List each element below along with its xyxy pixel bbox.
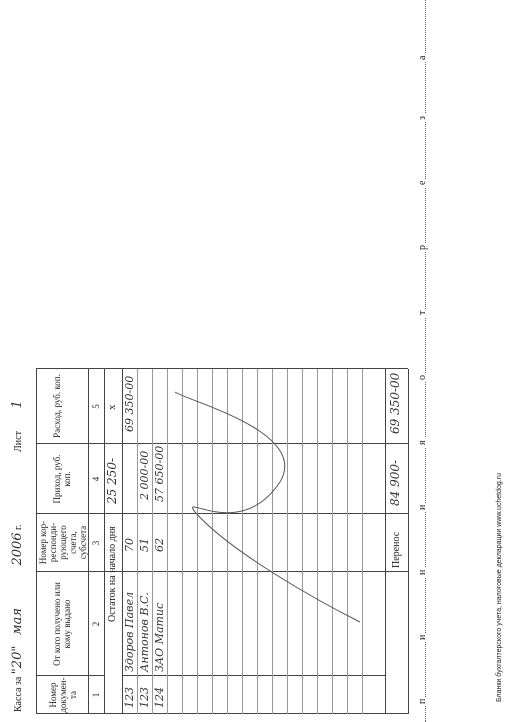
kassa-year-suffix: г. [13, 524, 24, 530]
list-no: 1 [10, 400, 25, 409]
list-line [10, 400, 25, 452]
row-acct: 51 [138, 538, 151, 552]
cut-letter: е [417, 180, 428, 185]
carry-income: 84 900- [388, 459, 402, 506]
cut-line [425, 0, 426, 722]
row-acct: 62 [153, 538, 166, 552]
row-doc: 124 [153, 687, 166, 708]
cut-letter: т [417, 310, 428, 315]
kassa-line [10, 524, 25, 712]
list-label: Лист [13, 431, 24, 452]
row-acct: 70 [123, 538, 136, 552]
cut-letter: о [417, 375, 428, 380]
carry-expense: 69 350-00 [388, 372, 402, 434]
empty-rows-squiggle [170, 382, 370, 662]
left-header-income: Приход, руб. коп. [52, 454, 72, 504]
cut-letter: и [417, 634, 428, 640]
left-header-expense: Расход, руб. коп. [52, 374, 62, 438]
cut-letter: р [417, 245, 428, 250]
left-colnum-2: 2 [91, 621, 101, 627]
left-colnum-4: 4 [91, 476, 101, 482]
row-doc: 123 [123, 687, 136, 708]
row-income: 57 650-00 [153, 445, 166, 502]
opening-expense: x [106, 404, 118, 410]
row-who: Антонов В.С. [138, 592, 151, 672]
cut-letter: и [417, 504, 428, 510]
opening-income: 25 250- [105, 457, 119, 504]
cut-letter: а [417, 55, 428, 60]
row-who: ЗАО Матис [153, 602, 166, 672]
cut-letter: п [417, 698, 428, 704]
row-doc: 123 [138, 687, 151, 708]
cut-letter: н [417, 569, 428, 575]
cut-letter: з [417, 116, 428, 120]
carry-label: Перенос [391, 531, 402, 568]
kassa-year: 2006 [10, 532, 25, 566]
left-header-doc: Номер докумен-та [48, 677, 78, 713]
row-expense: 69 350-00 [123, 375, 136, 432]
kassa-label: Касса за [13, 676, 24, 712]
row-income: 2 000-00 [138, 450, 151, 500]
row-who: Здоров Павел [123, 591, 136, 672]
left-header-acct: Номер кор-респонди-рующего счета, субсчета [38, 520, 88, 565]
cut-letter: я [417, 440, 428, 445]
left-colnum-1: 1 [91, 692, 101, 698]
left-colnum-3: 3 [91, 540, 101, 546]
kassa-day: "20" [10, 645, 25, 675]
kassa-month: мая [10, 608, 25, 636]
left-header-who: От кого получено или кому выдано [52, 582, 72, 666]
opening-label: Остаток на начало дня [107, 526, 118, 622]
left-colnum-5: 5 [91, 404, 101, 409]
publisher-footer: Бланки бухгалтерского учета, налоговые декларации www.uchetdog.ru [496, 473, 503, 702]
